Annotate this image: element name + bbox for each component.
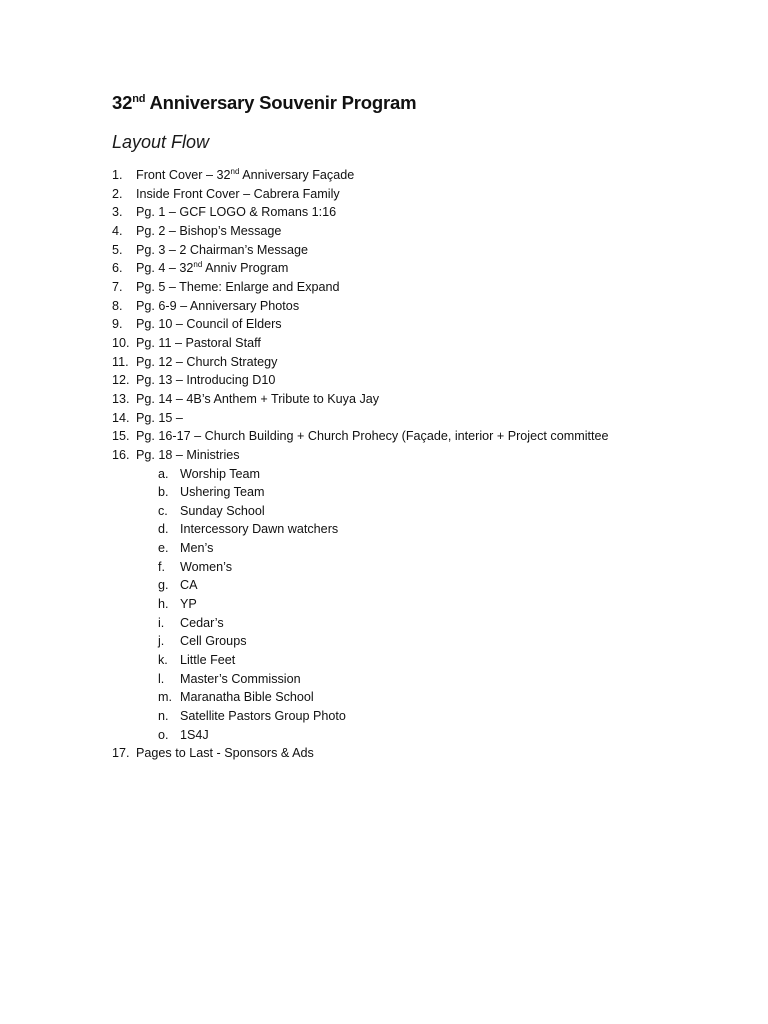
item-number: 13. — [112, 391, 130, 406]
ministry-item — [112, 520, 609, 539]
ministry-letter: k. — [158, 653, 168, 668]
ministry-letter: n. — [158, 709, 169, 724]
item-text: Pg. 11 – Pastoral Staff — [136, 335, 261, 350]
ministry-name: Master’s Commission — [180, 671, 301, 686]
item-number: 9. — [112, 317, 123, 332]
item-text: Pg. 5 – Theme: Enlarge and Expand — [136, 279, 340, 294]
list-item — [112, 446, 609, 745]
item-text: Pg. 2 – Bishop’s Message — [136, 223, 282, 238]
ministry-letter: e. — [158, 541, 169, 556]
ministry-name: Men’s — [180, 541, 214, 556]
ministry-letter: i. — [158, 615, 165, 630]
item-number: 10. — [112, 335, 130, 350]
item-number: 16. — [112, 447, 130, 462]
ministry-letter: o. — [158, 727, 169, 742]
item-text: Pg. 18 – Ministries — [136, 447, 240, 462]
list-item — [112, 259, 609, 278]
ministry-letter: m. — [158, 690, 172, 705]
item-text: Pg. 10 – Council of Elders — [136, 317, 282, 332]
ministry-name: 1S4J — [180, 727, 209, 742]
ordinal-suffix: nd — [193, 260, 203, 270]
item-text: Pg. 1 – GCF LOGO & Romans 1:16 — [136, 205, 337, 220]
ministry-item — [112, 707, 609, 726]
item-number: 15. — [112, 429, 130, 444]
item-text: Inside Front Cover – Cabrera Family — [136, 186, 340, 201]
document-title — [112, 92, 416, 114]
item-number: 7. — [112, 279, 123, 294]
list-item — [112, 427, 609, 446]
ministry-letter: b. — [158, 485, 169, 500]
ministry-item — [112, 726, 609, 745]
ministry-item — [112, 558, 609, 577]
ministry-name: Cedar’s — [180, 615, 224, 630]
item-text: Pg. 14 – 4B’s Anthem + Tribute to Kuya Jay — [136, 391, 380, 406]
list-item — [112, 222, 609, 241]
list-item — [112, 409, 609, 428]
list-item — [112, 390, 609, 409]
ministry-letter: j. — [158, 634, 165, 649]
ministry-name: Ushering Team — [180, 485, 265, 500]
item-text: Pg. 15 – — [136, 410, 183, 425]
list-item — [112, 334, 609, 353]
document-subtitle: Layout Flow — [112, 132, 210, 152]
list-item — [112, 297, 609, 316]
list-item — [112, 241, 609, 260]
item-text-end: Anniversary Façade — [239, 168, 355, 182]
title-ordinal-suffix: nd — [132, 93, 146, 105]
item-text-start: Front Cover – 32 — [136, 168, 231, 182]
list-item — [112, 185, 609, 204]
ministry-name: Sunday School — [180, 503, 265, 518]
ministry-letter: c. — [158, 503, 168, 518]
ministry-name: Cell Groups — [180, 634, 247, 649]
ministry-item — [112, 483, 609, 502]
ministry-name: Maranatha Bible School — [180, 690, 314, 705]
item-text: Pg. 13 – Introducing D10 — [136, 373, 276, 388]
ministry-item — [112, 595, 609, 614]
list-item — [112, 278, 609, 297]
ministry-name: Intercessory Dawn watchers — [180, 522, 339, 537]
ministry-name: Little Feet — [180, 653, 236, 668]
ministry-item — [112, 502, 609, 521]
ministry-letter: d. — [158, 522, 169, 537]
item-text: Pg. 3 – 2 Chairman’s Message — [136, 242, 308, 257]
item-number: 3. — [112, 205, 123, 220]
ministry-name: Satellite Pastors Group Photo — [180, 709, 346, 724]
item-text: Pg. 6-9 – Anniversary Photos — [136, 298, 300, 313]
ministry-item — [112, 651, 609, 670]
list-item — [112, 371, 609, 390]
item-number: 14. — [112, 410, 130, 425]
ministry-name: CA — [180, 578, 198, 593]
list-item — [112, 744, 609, 763]
item-number: 1. — [112, 168, 123, 182]
item-number: 17. — [112, 746, 130, 761]
ordinal-suffix: nd — [230, 167, 240, 176]
ministry-letter: f. — [158, 559, 165, 574]
ministry-name: YP — [180, 597, 197, 612]
title-number: 32 — [112, 92, 133, 113]
item-number: 12. — [112, 373, 130, 388]
ministry-item — [112, 632, 609, 651]
item-number: 8. — [112, 298, 123, 313]
ministry-item — [112, 688, 609, 707]
item-number: 4. — [112, 223, 123, 238]
item-number: 5. — [112, 242, 123, 257]
item-text: Pages to Last - Sponsors & Ads — [136, 746, 314, 761]
ministry-letter: g. — [158, 578, 169, 593]
list-item — [112, 166, 609, 185]
layout-flow-list — [112, 166, 609, 763]
ministry-item — [112, 670, 609, 689]
ministry-name: Worship Team — [180, 466, 261, 481]
item-number: 2. — [112, 186, 123, 201]
ministry-item — [112, 614, 609, 633]
item-text-start: Pg. 4 – 32 — [136, 261, 194, 276]
item-text-end: Anniv Program — [202, 261, 289, 276]
item-number: 6. — [112, 261, 123, 276]
list-item — [112, 353, 609, 372]
ministry-letter: l. — [158, 671, 165, 686]
ministry-letter: h. — [158, 597, 169, 612]
item-text: Pg. 12 – Church Strategy — [136, 354, 278, 369]
ministry-item — [112, 465, 609, 484]
ministry-item — [112, 539, 609, 558]
title-text: Anniversary Souvenir Program — [145, 92, 417, 113]
ministries-sublist — [112, 465, 609, 745]
item-number: 11. — [112, 354, 129, 369]
ministry-item — [112, 576, 609, 595]
item-text: Pg. 16-17 – Church Building + Church Prohecy (Façade, interior + Project committee — [136, 429, 609, 444]
ministry-letter: a. — [158, 466, 169, 481]
ministry-name: Women’s — [180, 559, 233, 574]
list-item — [112, 203, 609, 222]
list-item — [112, 315, 609, 334]
